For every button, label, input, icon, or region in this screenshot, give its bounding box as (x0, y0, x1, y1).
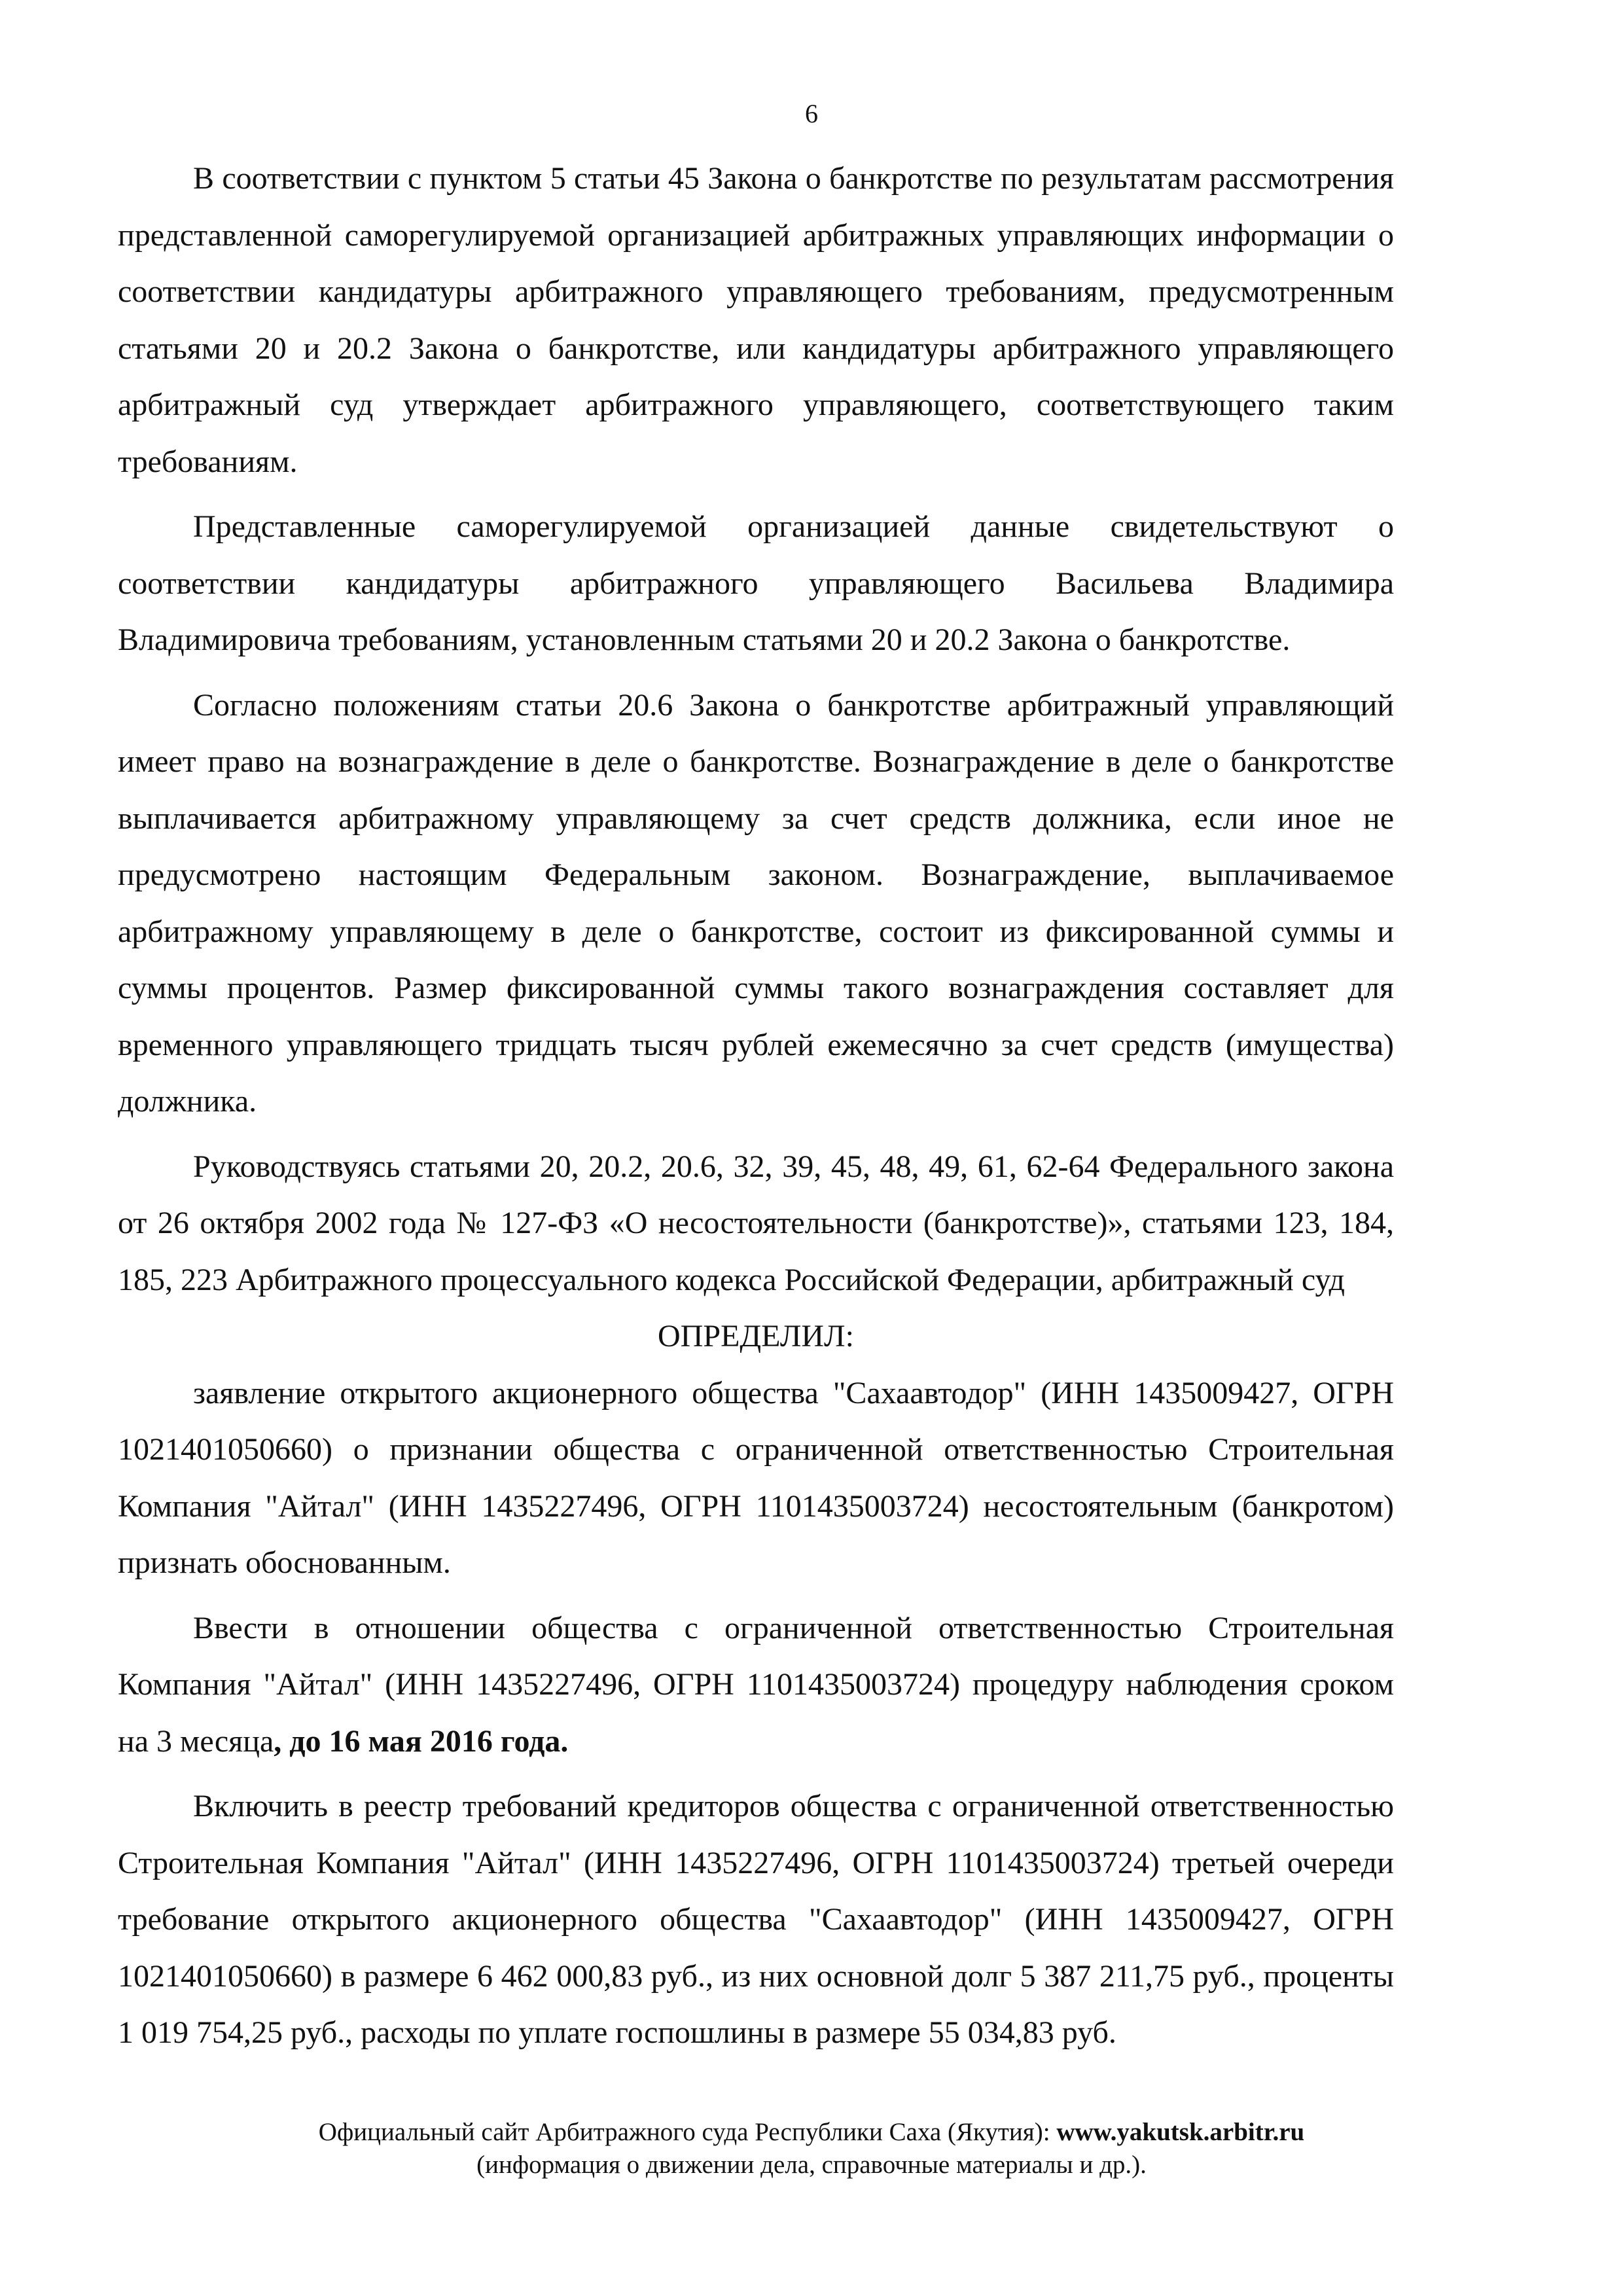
footer-note: (информация о движении дела, справочные материалы и др.). (476, 2151, 1147, 2179)
observation-text: Ввести в отношении общества с ограниченной ответственностью Строительная Компания "Айтал" (ИНН 1435227496, ОГРН 1101435003724) процедуру наблюдения сроком на 3 месяца (118, 1610, 1394, 1759)
paragraph-approval-rule: В соответствии с пунктом 5 статьи 45 Закона о банкротстве по результатам рассмотрения представленной саморегулируемой организацией арбитражных управляющих информации о соответствии кандидатуры арбитражного управляющего требованиям, предусмотренным статьями 20 и 20.2 Закона о банкротстве, или кандидатуры арбитражного управляющего арбитражный суд утверждает арбитражного управляющего, соответствующего таким требованиям. (118, 161, 1394, 479)
footer-site-line (0, 2116, 1623, 2149)
paragraph-candidate-compliance: Представленные саморегулируемой организацией данные свидетельствуют о соответствии кандидатуры арбитражного управляющего Васильева Владимира Владимировича требованиям, установленным статьями 20 и 20.2 Закона о банкротстве. (118, 509, 1394, 657)
paragraph-legal-basis: Руководствуясь статьями 20, 20.2, 20.6, 32, 39, 45, 48, 49, 61, 62-64 Федерального закона от 26 октября 2002 года № 127-ФЗ «О несостоятельности (банкротстве)», статьями 123, 184, 185, 223 Арбитражного процессуального кодекса Российской Федерации, арбитражный суд (118, 1149, 1394, 1297)
paragraph-creditor-register: Включить в реестр требований кредиторов общества с ограниченной ответственностью Строительная Компания "Айтал" (ИНН 1435227496, ОГРН 1101435003724) третьей очереди требование открытого акционерного общества "Сахаавтодор" (ИНН 1435009427, ОГРН 1021401050660) в размере 6 462 000,83 руб., из них основной долг 5 387 211,75 руб., проценты 1 019 754,25 руб., расходы по уплате госпошлины в размере 55 034,83 руб. (118, 1789, 1394, 2050)
paragraph-observation-procedure (118, 1600, 1394, 1770)
footer-site-label: Официальный сайт Арбитражного суда Республики Саха (Якутия): (318, 2118, 1057, 2146)
page-footer (0, 2116, 1623, 2181)
paragraph-claim-justified: заявление открытого акционерного общества "Сахаавтодор" (ИНН 1435009427, ОГРН 1021401050660) о признании общества с ограниченной ответственностью Строительная Компания "Айтал" (ИНН 1435227496, ОГРН 1101435003724) несостоятельным (банкротом) признать обоснованным. (118, 1375, 1394, 1580)
paragraph-remuneration: Согласно положениям статьи 20.6 Закона о банкротстве арбитражный управляющий имеет право на вознаграждение в деле о банкротстве. Вознаграждение в деле о банкротстве выплачивается арбитражному управляющему за счет средств должника, если иное не предусмотрено настоящим Федеральным законом. Вознаграждение, выплачиваемое арбитражному управляющему в деле о банкротстве, состоит из фиксированной суммы и суммы процентов. Размер фиксированной суммы такого вознаграждения составляет для временного управляющего тридцать тысяч рублей ежемесячно за счет средств (имущества) должника. (118, 687, 1394, 1119)
footer-site-url[interactable]: www.yakutsk.arbitr.ru (1056, 2118, 1305, 2146)
observation-deadline: , до 16 мая 2016 года. (274, 1723, 569, 1759)
ruling-heading: ОПРЕДЕЛИЛ: (658, 1319, 854, 1354)
document-body (118, 151, 1394, 2070)
page-number: 6 (805, 99, 818, 128)
